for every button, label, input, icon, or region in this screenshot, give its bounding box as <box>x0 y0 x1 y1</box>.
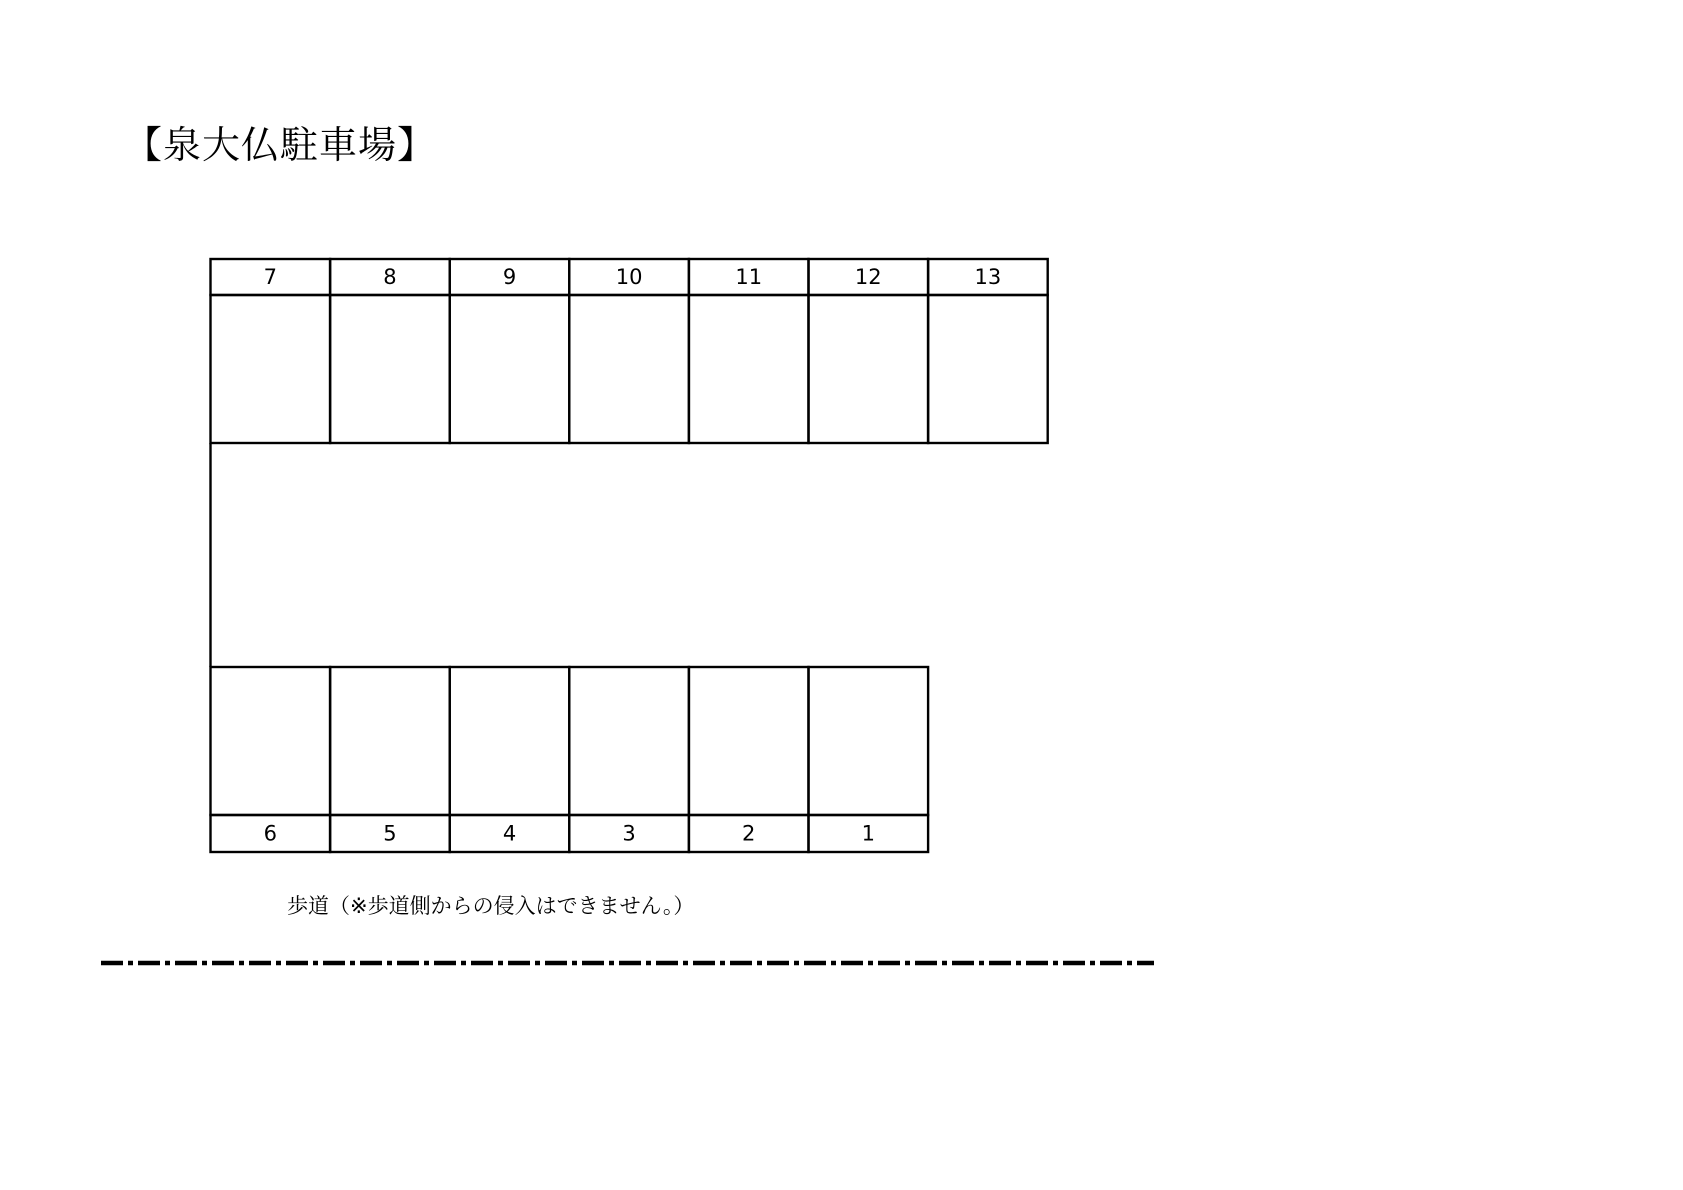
space-number: 9 <box>502 265 517 289</box>
space-number: 11 <box>735 265 763 289</box>
space-number: 2 <box>742 821 756 846</box>
space-number: 8 <box>383 265 397 289</box>
space-number: 12 <box>854 265 882 289</box>
space-number: 1 <box>861 821 875 846</box>
page-title: 【泉大仏駐車場】 <box>124 123 437 167</box>
space-number: 13 <box>974 265 1002 289</box>
parking-space <box>689 295 809 443</box>
sidewalk-note: 歩道（※歩道側からの侵入はできません。） <box>287 894 695 918</box>
parking-space <box>330 295 450 443</box>
space-number: 4 <box>502 821 517 846</box>
parking-space <box>569 667 689 815</box>
parking-space <box>569 295 689 443</box>
parking-space <box>809 295 929 443</box>
space-number: 7 <box>263 265 277 289</box>
parking-space <box>450 667 570 815</box>
parking-space <box>330 667 450 815</box>
parking-space <box>211 295 331 443</box>
parking-space <box>450 295 570 443</box>
space-number: 10 <box>615 265 643 289</box>
space-number: 5 <box>383 821 397 846</box>
parking-space <box>211 667 331 815</box>
space-number-labels <box>264 265 1002 846</box>
space-number: 3 <box>622 821 636 846</box>
parking-space <box>928 295 1048 443</box>
space-number: 6 <box>263 821 277 846</box>
parking-lot-lines <box>211 259 1048 852</box>
parking-space <box>689 667 809 815</box>
parking-space <box>809 667 929 815</box>
